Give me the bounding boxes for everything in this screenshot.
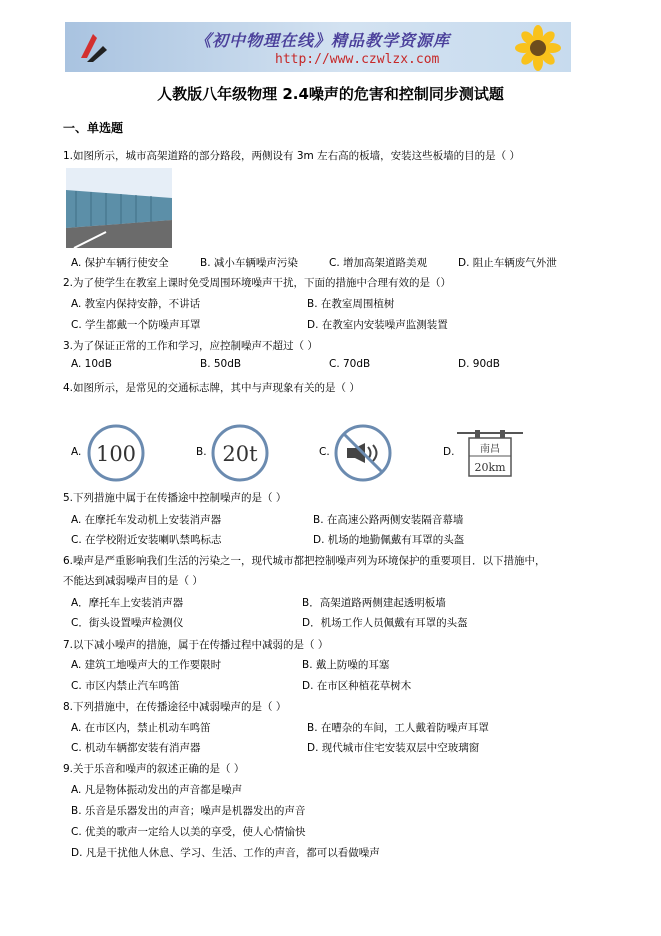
question-4-option-a[interactable]: A. [71,446,82,458]
site-logo-icon [73,28,113,68]
question-2-option-a[interactable]: A. 教室内保持安静，不讲话 [71,298,201,310]
question-1-option-a[interactable]: A. 保护车辆行使安全 [71,257,169,269]
speed-limit-sign-icon [86,423,146,483]
question-1-option-d[interactable]: D. 阻止车辆废气外泄 [458,257,557,269]
question-8-option-b[interactable]: B. 在嘈杂的车间，工人戴着防噪声耳罩 [307,722,489,734]
question-5-option-a[interactable]: A. 在摩托车发动机上安装消声器 [71,514,222,526]
document-title: 人教版八年级物理 2.4噪声的危害和控制同步测试题 [157,85,504,103]
question-7-stem: 7.以下减小噪声的措施，属于在传播过程中减弱的是（ ） [63,639,329,651]
question-6-option-b[interactable]: B．高架道路两侧建起透明板墙 [302,597,446,609]
question-3-option-b[interactable]: B. 50dB [200,358,242,370]
question-8-option-d[interactable]: D. 现代城市住宅安装双层中空玻璃窗 [307,742,480,754]
sign-d-bottom-text: 20km [474,461,506,474]
question-1-option-c[interactable]: C. 增加高架道路美观 [329,257,428,269]
question-5-stem: 5.下列措施中属于在传播途中控制噪声的是（ ） [63,492,287,504]
question-2-stem: 2.为了使学生在教室上课时免受周围环境噪声干扰，下面的措施中合理有效的是（） [63,277,452,289]
question-3-option-d[interactable]: D. 90dB [458,358,500,370]
question-2-option-b[interactable]: B. 在教室周围植树 [307,298,395,310]
sign-a-text: 100 [95,442,137,466]
question-6-stem-line-1: 6.噪声是严重影响我们生活的污染之一，现代城市都把控制噪声列为环境保护的重要项目．以下措施中， [63,555,546,567]
header-banner [65,22,571,72]
question-7-option-a[interactable]: A. 建筑工地噪声大的工作要限时 [71,659,222,671]
banner-title: 《初中物理在线》精品教学资源库 [195,31,451,50]
question-5-option-d[interactable]: D. 机场的地勤佩戴有耳罩的头盔 [313,534,465,546]
question-3-stem: 3.为了保证正常的工作和学习，应控制噪声不超过（ ） [63,340,318,352]
question-3-option-a[interactable]: A. 10dB [71,358,112,370]
section-heading: 一、单选题 [63,121,124,135]
question-1-stem: 1.如图所示，城市高架道路的部分路段，两侧设有 3m 左右高的板墙，安装这些板墙的目的是（ ） [63,150,520,162]
question-3-option-c[interactable]: C. 70dB [329,358,371,370]
question-5-option-b[interactable]: B. 在高速公路两侧安装隔音幕墙 [313,514,464,526]
banner-url: http://www.czwlzx.com [275,52,440,67]
question-4-stem: 4.如图所示，是常见的交通标志牌，其中与声现象有关的是（ ） [63,382,360,394]
question-9-stem: 9.关于乐音和噪声的叙述正确的是（ ） [63,763,245,775]
question-8-stem: 8.下列措施中，在传播途径中减弱噪声的是（ ） [63,701,287,713]
question-8-option-a[interactable]: A. 在市区内，禁止机动车鸣笛 [71,722,211,734]
distance-sign-icon [455,430,525,478]
question-2-option-c[interactable]: C. 学生都戴一个防噪声耳罩 [71,319,201,331]
question-6-option-c[interactable]: C．街头设置噪声检测仪 [71,617,184,629]
question-6-option-d[interactable]: D．机场工作人员佩戴有耳罩的头盔 [302,617,468,629]
sunflower-icon [509,24,567,72]
sign-b-text: 20t [222,442,258,466]
question-4-option-b[interactable]: B. [196,446,207,458]
question-9-option-c[interactable]: C. 优美的歌声一定给人以美的享受，使人心情愉快 [71,826,306,838]
question-6-option-a[interactable]: A．摩托车上安装消声器 [71,597,184,609]
question-9-option-a[interactable]: A. 凡是物体振动发出的声音都是噪声 [71,784,243,796]
question-4-option-c[interactable]: C. [319,446,330,458]
question-7-option-d[interactable]: D. 在市区种植花草树木 [302,680,412,692]
question-9-option-b[interactable]: B. 乐音是乐器发出的声音；噪声是机器发出的声音 [71,805,306,817]
question-8-option-c[interactable]: C. 机动车辆都安装有消声器 [71,742,201,754]
weight-limit-sign-icon [210,423,270,483]
sign-d-top-text: 南昌 [480,444,500,455]
question-5-option-c[interactable]: C. 在学校附近安装喇叭禁鸣标志 [71,534,222,546]
elevated-road-photo [66,168,172,248]
question-7-option-b[interactable]: B. 戴上防噪的耳塞 [302,659,390,671]
question-6-stem-line-2: 不能达到减弱噪声目的是（ ） [63,575,203,587]
question-7-option-c[interactable]: C. 市区内禁止汽车鸣笛 [71,680,180,692]
question-9-option-d[interactable]: D. 凡是干扰他人休息、学习、生活、工作的声音，都可以看做噪声 [71,847,380,859]
question-4-option-d[interactable]: D. [443,446,455,458]
no-honking-sign-icon [333,423,393,483]
question-1-option-b[interactable]: B. 减小车辆噪声污染 [200,257,298,269]
question-2-option-d[interactable]: D. 在教室内安装噪声监测装置 [307,319,448,331]
